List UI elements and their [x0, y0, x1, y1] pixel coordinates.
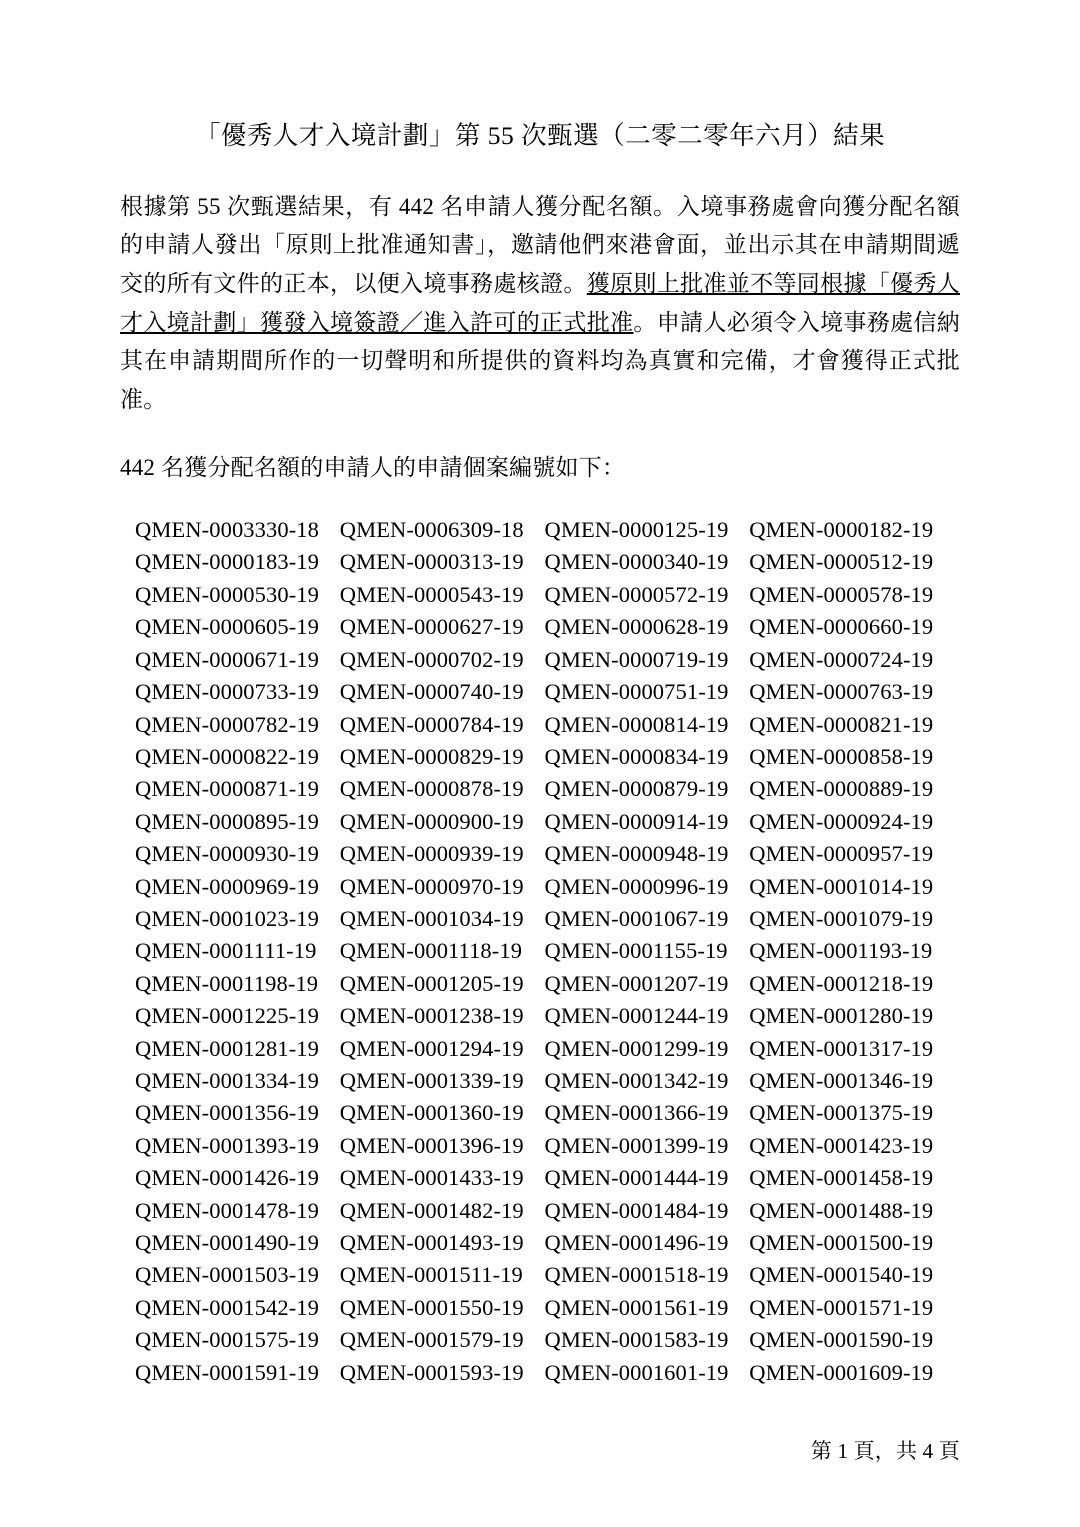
case-number-cell: QMEN-0001482-19 — [339, 1197, 524, 1223]
case-number-cell: QMEN-0001396-19 — [339, 1132, 524, 1158]
case-number-cell: QMEN-0000924-19 — [749, 808, 934, 834]
case-number-cell: QMEN-0000724-19 — [749, 646, 934, 672]
case-number-cell: QMEN-0001478-19 — [135, 1197, 319, 1223]
case-number-cell: QMEN-0001493-19 — [339, 1230, 524, 1255]
case-number-cell: QMEN-0001294-19 — [339, 1035, 524, 1061]
case-number-cell: QMEN-0001198-19 — [135, 970, 319, 996]
case-number-cell: QMEN-0000605-19 — [135, 614, 319, 640]
case-number-cell: QMEN-0001423-19 — [749, 1132, 934, 1158]
case-number-cell: QMEN-0000660-19 — [749, 614, 934, 640]
case-number-cell: QMEN-0000627-19 — [339, 614, 524, 640]
case-number-cell: QMEN-0000889-19 — [749, 776, 934, 802]
case-number-cell: QMEN-0001356-19 — [135, 1100, 319, 1126]
case-number-cell: QMEN-0001393-19 — [135, 1132, 319, 1158]
case-number-cell: QMEN-0000834-19 — [544, 743, 729, 769]
case-number-cell: QMEN-0000900-19 — [339, 808, 524, 834]
case-number-cell: QMEN-0000340-19 — [544, 549, 729, 575]
case-number-cell: QMEN-0001583-19 — [544, 1327, 729, 1353]
case-number-cell: QMEN-0001579-19 — [339, 1327, 524, 1353]
case-number-cell: QMEN-0000125-19 — [544, 517, 729, 543]
case-number-cell: QMEN-0001500-19 — [749, 1230, 934, 1255]
case-number-cell: QMEN-0000858-19 — [749, 743, 934, 769]
case-number-cell: QMEN-0001433-19 — [339, 1165, 524, 1191]
case-number-cell: QMEN-0001593-19 — [339, 1359, 524, 1385]
case-number-cell: QMEN-0000512-19 — [749, 549, 934, 575]
case-number-cell: QMEN-0001488-19 — [749, 1197, 934, 1223]
case-number-cell: QMEN-0001280-19 — [749, 1003, 934, 1029]
case-number-cell: QMEN-0001496-19 — [544, 1230, 729, 1255]
case-number-cell: QMEN-0000702-19 — [339, 646, 524, 672]
case-number-cell: QMEN-0001014-19 — [749, 873, 934, 899]
case-number-cell: QMEN-0000751-19 — [544, 679, 729, 705]
intro-paragraph — [120, 188, 960, 420]
case-number-cell: QMEN-0000313-19 — [339, 549, 524, 575]
case-number-cell: QMEN-0001334-19 — [135, 1067, 319, 1093]
case-number-cell: QMEN-0001366-19 — [544, 1100, 729, 1126]
case-number-cell: QMEN-0001207-19 — [544, 970, 729, 996]
case-number-cell: QMEN-0000948-19 — [544, 841, 729, 867]
case-number-cell: QMEN-0000969-19 — [135, 873, 319, 899]
case-number-cell: QMEN-0001360-19 — [339, 1100, 524, 1126]
case-number-cell: QMEN-0000895-19 — [135, 808, 319, 834]
case-number-cell: QMEN-0001111-19 — [135, 938, 317, 964]
case-number-cell: QMEN-0000829-19 — [339, 743, 524, 769]
case-number-cell: QMEN-0000970-19 — [339, 873, 524, 899]
case-number-cell: QMEN-0001484-19 — [544, 1197, 729, 1223]
case-number-cell: QMEN-0000957-19 — [749, 841, 934, 867]
case-number-cell: QMEN-0001346-19 — [749, 1067, 934, 1093]
case-number-cell: QMEN-0001244-19 — [544, 1003, 729, 1029]
case-number-cell: QMEN-0001575-19 — [135, 1327, 319, 1353]
case-number-cell: QMEN-0001218-19 — [749, 970, 934, 996]
case-number-cell: QMEN-0000572-19 — [544, 581, 729, 607]
case-number-cell: QMEN-0001034-19 — [339, 905, 524, 931]
case-number-cell: QMEN-0001342-19 — [544, 1067, 729, 1093]
case-number-cell: QMEN-0000182-19 — [749, 517, 934, 543]
case-number-cell: QMEN-0000183-19 — [135, 549, 319, 575]
case-number-cell: QMEN-0001118-19 — [339, 938, 523, 964]
case-number-cell: QMEN-0000878-19 — [339, 776, 524, 802]
case-number-cell: QMEN-0000930-19 — [135, 841, 319, 867]
case-number-cell: QMEN-0001550-19 — [339, 1294, 524, 1320]
case-number-cell: QMEN-0000996-19 — [544, 873, 729, 899]
case-number-cell: QMEN-0001079-19 — [749, 905, 934, 931]
case-number-cell: QMEN-0000939-19 — [339, 841, 524, 867]
case-number-cell: QMEN-0001590-19 — [749, 1327, 934, 1353]
case-number-cell: QMEN-0001067-19 — [544, 905, 729, 931]
case-number-cell: QMEN-0001591-19 — [135, 1359, 319, 1385]
case-number-cell: QMEN-0000719-19 — [544, 646, 729, 672]
case-number-cell: QMEN-0000530-19 — [135, 581, 319, 607]
case-number-cell: QMEN-0000871-19 — [135, 776, 319, 802]
intro-text-part-2: 。申請人必須令入境事務處信納其在申請期間所作的一切聲明和所提供的資料均為真實和完備，才會獲得正式批准。 — [120, 309, 960, 412]
case-number-cell: QMEN-0000578-19 — [749, 581, 934, 607]
case-number-grid — [120, 514, 960, 1389]
case-number-cell: QMEN-0000821-19 — [749, 711, 934, 737]
case-number-cell: QMEN-0001503-19 — [135, 1262, 319, 1288]
case-number-cell: QMEN-0001426-19 — [135, 1165, 319, 1191]
case-number-cell: QMEN-0000733-19 — [135, 679, 319, 705]
case-number-cell: QMEN-0001281-19 — [135, 1035, 319, 1061]
case-number-cell: QMEN-0001339-19 — [339, 1067, 524, 1093]
case-number-cell: QMEN-0000822-19 — [135, 743, 319, 769]
case-number-cell: QMEN-0001375-19 — [749, 1100, 934, 1126]
case-number-cell: QMEN-0000784-19 — [339, 711, 524, 737]
case-number-cell: QMEN-0000740-19 — [339, 679, 524, 705]
page-footer: 第 1 頁，共 4 頁 — [810, 1439, 960, 1463]
case-number-cell: QMEN-0001542-19 — [135, 1294, 319, 1320]
case-number-cell: QMEN-0001540-19 — [749, 1262, 934, 1288]
intro-text-part-1: 根據第 55 次甄選結果，有 442 名申請人獲分配名額。入境事務處會向獲分配名額的申請人發出「原則上批准通知書」，邀請他們來港會面，並出示其在申請期間遞交的所有文件的正本，以便入境事務處核證。 — [120, 193, 960, 296]
case-number-cell: QMEN-0000814-19 — [544, 711, 729, 737]
case-number-cell: QMEN-0001458-19 — [749, 1165, 934, 1191]
case-number-cell: QMEN-0000782-19 — [135, 711, 319, 737]
case-number-cell: QMEN-0001317-19 — [749, 1035, 934, 1061]
case-number-cell: QMEN-0001225-19 — [135, 1003, 319, 1029]
case-number-cell: QMEN-0006309-18 — [339, 517, 524, 543]
case-number-cell: QMEN-0001601-19 — [544, 1359, 729, 1385]
case-number-cell: QMEN-0000543-19 — [339, 581, 524, 607]
case-number-cell: QMEN-0001609-19 — [749, 1359, 934, 1385]
case-number-cell: QMEN-0000763-19 — [749, 679, 934, 705]
case-number-cell: QMEN-0000914-19 — [544, 808, 729, 834]
case-number-cell: QMEN-0001155-19 — [544, 938, 728, 964]
case-number-cell: QMEN-0001193-19 — [749, 938, 933, 964]
intro-paragraph-text — [120, 188, 960, 420]
case-number-cell: QMEN-0000628-19 — [544, 614, 729, 640]
page-title: 「優秀人才入境計劃」第 55 次甄選（二零二零年六月）結果 — [194, 121, 886, 150]
case-number-cell: QMEN-0001299-19 — [544, 1035, 729, 1061]
case-number-cell: QMEN-0000671-19 — [135, 646, 319, 672]
case-number-cell: QMEN-0001205-19 — [339, 970, 524, 996]
intro-text-underlined: 獲原則上批准並不等同根據「優秀人才入境計劃」獲發入境簽證／進入許可的正式批准 — [120, 270, 961, 335]
case-number-cell: QMEN-0001490-19 — [135, 1230, 319, 1255]
case-number-cell: QMEN-0003330-18 — [135, 517, 319, 543]
list-intro-text: 442 名獲分配名額的申請人的申請個案編號如下： — [120, 455, 626, 481]
case-number-cell: QMEN-0001238-19 — [339, 1003, 524, 1029]
case-number-cell: QMEN-0001571-19 — [749, 1294, 934, 1320]
case-number-cell: QMEN-0001444-19 — [544, 1165, 729, 1191]
case-number-cell: QMEN-0001023-19 — [135, 905, 319, 931]
case-number-cell: QMEN-0000879-19 — [544, 776, 729, 802]
case-number-cell: QMEN-0001518-19 — [544, 1262, 729, 1288]
case-number-cell: QMEN-0001399-19 — [544, 1132, 729, 1158]
case-number-cell: QMEN-0001561-19 — [544, 1294, 729, 1320]
case-number-cell: QMEN-0001511-19 — [339, 1262, 523, 1288]
